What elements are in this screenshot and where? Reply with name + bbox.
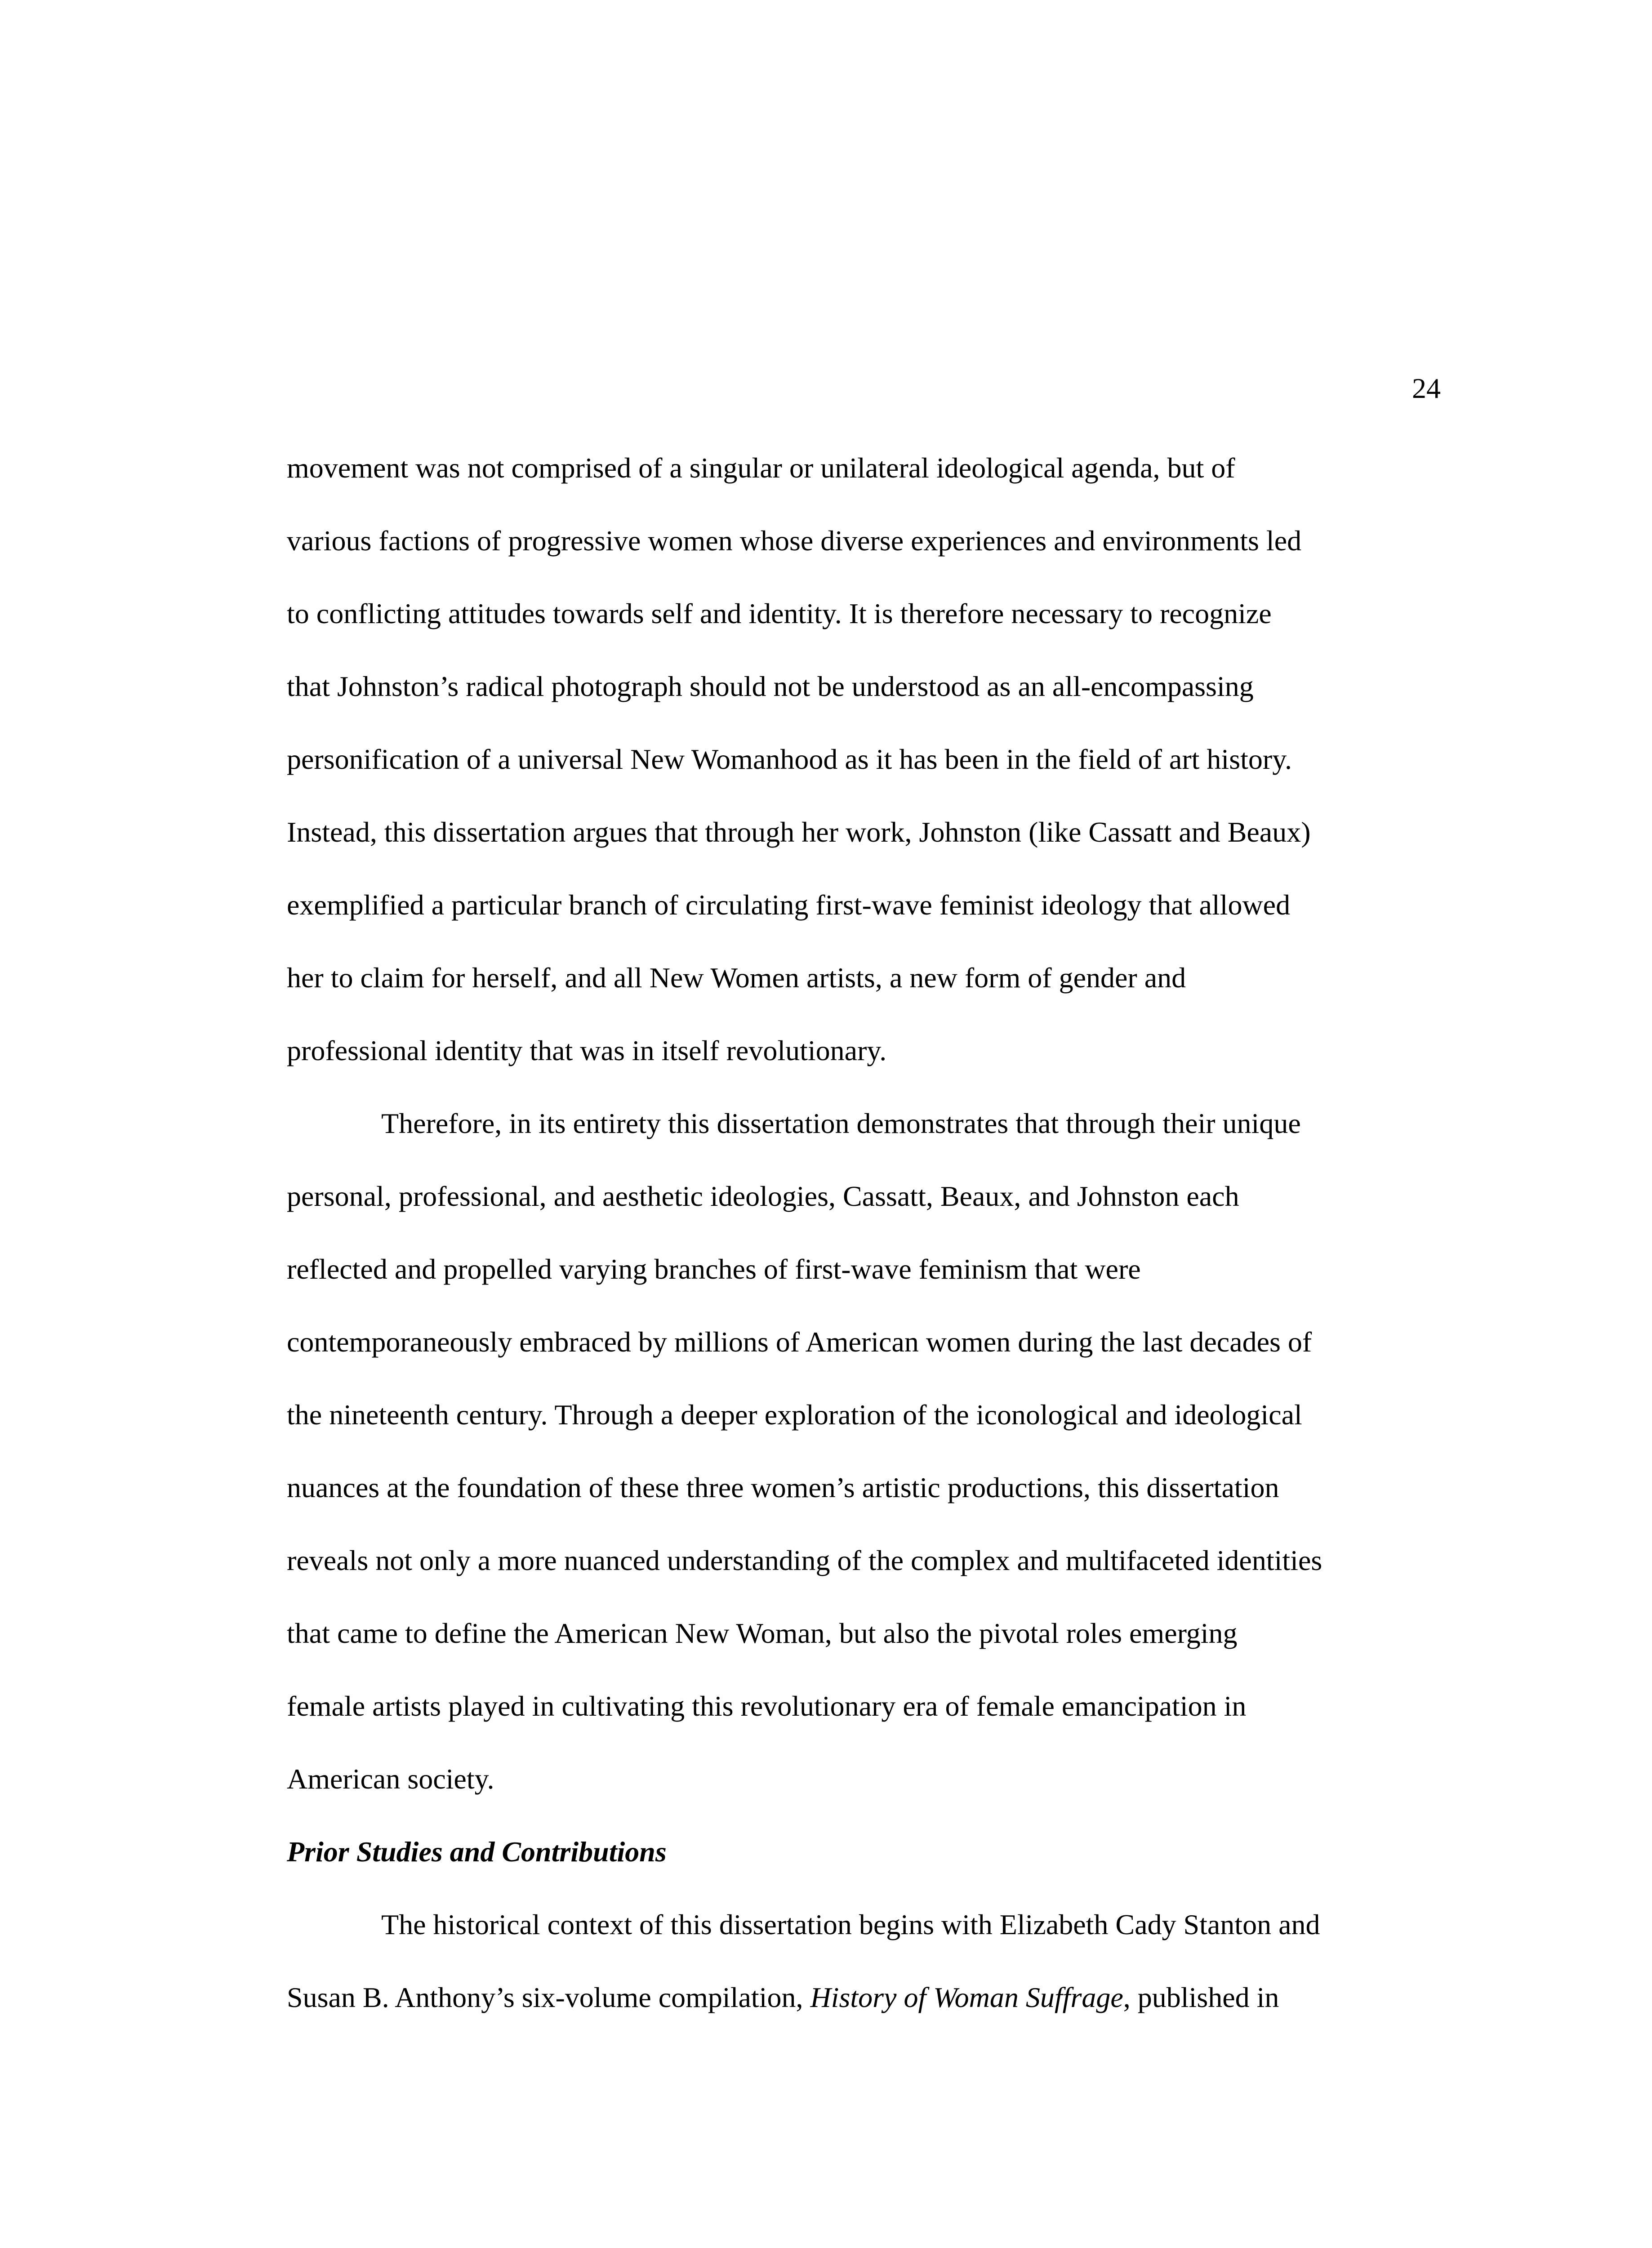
text-line: nuances at the foundation of these three women’s artistic productions, this dissertation xyxy=(287,1472,1279,1503)
text-line: various factions of progressive women whose diverse experiences and environments led xyxy=(287,525,1302,557)
text-segment: Susan B. Anthony’s six-volume compilation, xyxy=(287,1981,810,2013)
text-line: reveals not only a more nuanced understanding of the complex and multifaceted identities xyxy=(287,1544,1322,1576)
text-line: female artists played in cultivating this revolutionary era of female emancipation in xyxy=(287,1690,1247,1722)
text-segment: , published in xyxy=(1123,1981,1279,2013)
book-title: History of Woman Suffrage xyxy=(810,1981,1123,2013)
text-line: to conflicting attitudes towards self and identity. It is therefore necessary to recognize xyxy=(287,598,1272,629)
text-line: personification of a universal New Womanhood as it has been in the field of art history. xyxy=(287,743,1292,775)
text-line: that came to define the American New Woman, but also the pivotal roles emerging xyxy=(287,1617,1238,1649)
text-line: Instead, this dissertation argues that through her work, Johnston (like Cassatt and Beaux) xyxy=(287,816,1311,848)
text-line: the nineteenth century. Through a deeper exploration of the iconological and ideological xyxy=(287,1399,1302,1431)
text-line: The historical context of this dissertation begins with Elizabeth Cady Stanton and xyxy=(381,1909,1320,1940)
text-line: Therefore, in its entirety this dissertation demonstrates that through their unique xyxy=(381,1107,1301,1139)
text-line: personal, professional, and aesthetic ideologies, Cassatt, Beaux, and Johnston each xyxy=(287,1180,1239,1212)
text-line: American society. xyxy=(287,1763,494,1795)
text-line: professional identity that was in itself revolutionary. xyxy=(287,1035,887,1066)
paragraph-1 xyxy=(287,432,1456,1087)
text-line: contemporaneously embraced by millions of American women during the last decades of xyxy=(287,1326,1312,1358)
paragraph-3 xyxy=(287,1888,1456,2034)
text-line: her to claim for herself, and all New Women artists, a new form of gender and xyxy=(287,962,1186,994)
text-line: exemplified a particular branch of circulating first-wave feminist ideology that allowed xyxy=(287,889,1291,921)
page-number: 24 xyxy=(1412,372,1441,404)
text-line xyxy=(287,1961,1456,2034)
text-line: movement was not comprised of a singular or unilateral ideological agenda, but of xyxy=(287,452,1235,484)
paragraph-2 xyxy=(287,1087,1456,1815)
text-line: that Johnston’s radical photograph should not be understood as an all-encompassing xyxy=(287,670,1254,702)
body-text xyxy=(287,432,1456,2034)
text-line: reflected and propelled varying branches of first-wave feminism that were xyxy=(287,1253,1141,1285)
section-heading: Prior Studies and Contributions xyxy=(287,1836,667,1868)
